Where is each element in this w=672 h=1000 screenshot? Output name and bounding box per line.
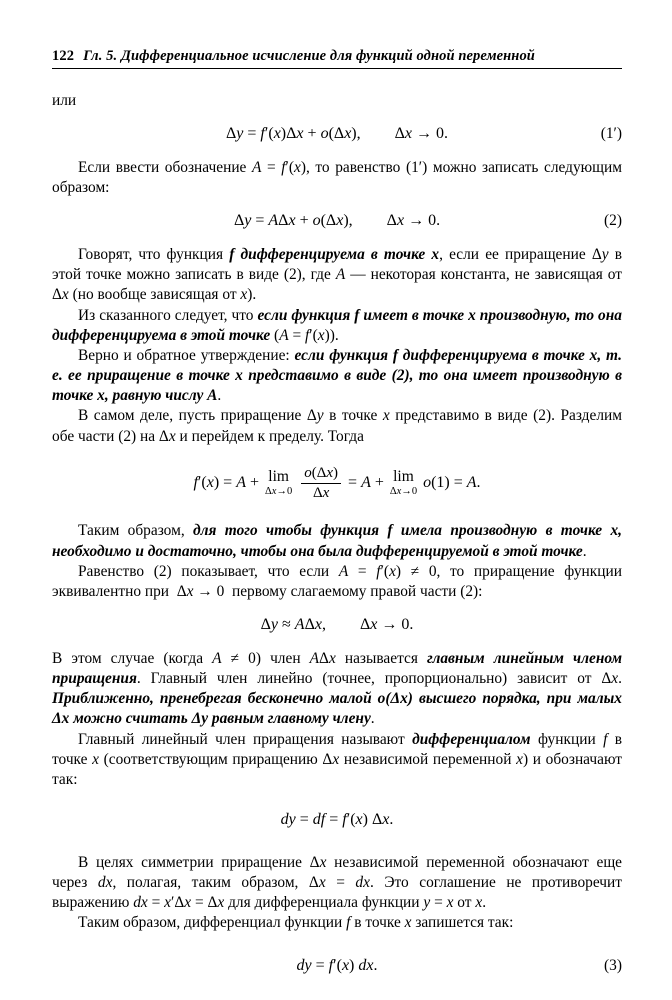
equation-2-formula: Δy = AΔx + o(Δx), [233, 212, 353, 230]
equation-3-formula: dy = f′(x) dx. [296, 956, 378, 974]
paragraph-equivalence: Равенство (2) показывает, что если A = f′(x) ≠ 0, то приращение функции эквивалентно при Δx → 0 первому слагаемому правой части (2): [52, 562, 622, 600]
equation-1-prime [52, 124, 622, 145]
paragraph-differentiable-definition: Говорят, что функция f дифференцируема в точке x, если ее приращение Δy в этой точке можно записать в виде (2), где A — некоторая константа, не зависящая от Δx (но вообще зависящая от x). [52, 246, 622, 304]
equation-1-prime-condition: Δx → 0. [394, 125, 449, 143]
running-head-title: Гл. 5. Дифференциальное исчисление для функций одной переменной [83, 48, 535, 64]
page-number: 122 [52, 48, 75, 64]
page-content [52, 48, 622, 989]
equation-2 [52, 211, 622, 232]
paragraph-converse: Верно и обратное утверждение: если функция f дифференцируема в точке x, т. е. ее приращение в точке x представимо в виде (2), то она имеет производную в точке x, равную числу A. [52, 346, 622, 405]
paragraph-final: Таким образом, дифференциал функции f в точке x запишется так: [78, 914, 514, 932]
paragraph-proof: В самом деле, пусть приращение Δy в точке x представимо в виде (2). Разделим обе части (2) на Δx и перейдем к пределу. Тогда [52, 407, 622, 445]
equation-1-prime-tag: (1′) [600, 125, 622, 143]
equation-3-tag: (3) [604, 956, 622, 974]
limit-operator-1: lim Δx→0 [265, 468, 293, 497]
paragraph-main-linear-term: В этом случае (когда A ≠ 0) член AΔx называется главным линейным членом приращения. Главный член линейно (точнее, пропорционально) зависит от Δx. Приближенно, пренебрегая бесконечно малой o(Δx) высшего порядка, при малых Δx можно считать Δy равным главному члену. [52, 649, 623, 728]
equation-limit: f′(x) = A + lim Δx→0 $\frac{o(\Delta x)}{\Delta x}$ = A + lim Δx→0 o(1) = A. [193, 464, 481, 501]
equation-dy: dy = df = f′(x) Δx. [280, 811, 394, 829]
equation-approx-formula: Δy ≈ AΔx, [260, 616, 326, 634]
equation-2-condition: Δx → 0. [386, 212, 441, 230]
paragraph-introduce-notation: Если ввести обозначение A = f′(x), то равенство (1′) можно записать следующим образом: [52, 158, 622, 197]
paragraph-conclusion: Таким образом, для того чтобы функция f имела производную в точке x, необходимо и достаточно, чтобы она была дифференцируемой в этой точке. [52, 522, 623, 560]
equation-approx-condition: Δx → 0. [359, 616, 414, 634]
equation-2-tag: (2) [604, 212, 622, 230]
paragraph-differential-definition: Главный линейный член приращения называют дифференциалом функции f в точке x (соответствующим приращению Δx независимой переменной x) и обозначают так: [52, 730, 622, 788]
equation-approx [52, 615, 622, 636]
paragraph-or: или [52, 92, 77, 109]
running-header [52, 48, 622, 69]
limit-operator-2: lim Δx→0 [389, 468, 418, 497]
equation-1-prime-formula: Δy = f′(x)Δx + o(Δx), [225, 125, 361, 143]
equation-3 [52, 956, 622, 977]
fraction-o-delta-x: $\frac{o(\Delta x)}{\Delta x}$ [301, 465, 341, 502]
paragraph-symmetry: В целях симметрии приращение Δx независимой переменной обозначают еще через dx, полагая, таким образом, Δx = dx. Это соглашение не противоречит выражению dx = x′Δx = Δx для дифференциала функции y = x от x. [52, 853, 622, 912]
paragraph-derivative-implies: Из сказанного следует, что если функция f имеет в точке x производную, то она дифференцируема в этой точке (A = f′(x)). [52, 306, 622, 344]
